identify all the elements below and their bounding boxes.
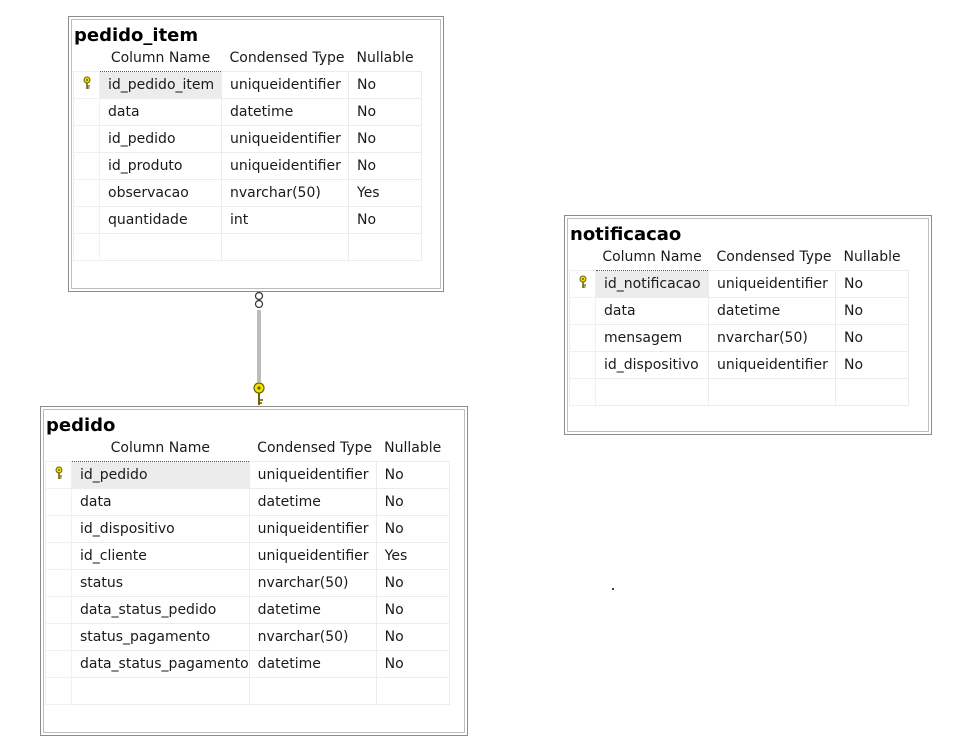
table-title: pedido_item bbox=[74, 25, 199, 46]
nullable-cell[interactable]: No bbox=[349, 153, 422, 180]
condensed-type-header: Condensed Type bbox=[716, 249, 832, 265]
row-selector[interactable] bbox=[570, 325, 596, 352]
row-selector-header bbox=[570, 244, 596, 271]
condensed-type-cell[interactable]: nvarchar(50) bbox=[709, 325, 836, 352]
nullable-cell[interactable] bbox=[376, 678, 449, 705]
condensed-type-cell[interactable]: int bbox=[222, 207, 349, 234]
condensed-type-cell[interactable]: uniqueidentifier bbox=[249, 516, 376, 543]
row-selector[interactable] bbox=[46, 489, 72, 516]
condensed-type-header: Condensed Type bbox=[229, 50, 345, 66]
row-selector[interactable] bbox=[570, 298, 596, 325]
table-row[interactable] bbox=[570, 271, 909, 298]
table-row[interactable] bbox=[46, 543, 450, 570]
column-grid bbox=[73, 45, 422, 261]
table-title: pedido bbox=[46, 415, 116, 436]
row-selector[interactable] bbox=[46, 651, 72, 678]
column-name-header: Column Name bbox=[602, 249, 702, 265]
condensed-type-cell[interactable]: nvarchar(50) bbox=[249, 624, 376, 651]
many-infinity-icon bbox=[256, 293, 263, 308]
nullable-header: Nullable bbox=[356, 50, 414, 66]
column-name-header: Column Name bbox=[110, 50, 211, 66]
primary-key-icon bbox=[81, 76, 93, 94]
condensed-type-cell[interactable]: uniqueidentifier bbox=[709, 352, 836, 379]
condensed-type-cell[interactable]: datetime bbox=[222, 99, 349, 126]
condensed-type-cell[interactable]: nvarchar(50) bbox=[222, 180, 349, 207]
table-pedido[interactable] bbox=[40, 406, 468, 736]
row-selector[interactable] bbox=[46, 624, 72, 651]
nullable-cell[interactable]: No bbox=[376, 462, 449, 489]
row-selector[interactable] bbox=[74, 99, 100, 126]
column-name-cell[interactable] bbox=[596, 379, 709, 406]
column-name-cell[interactable]: id_dispositivo bbox=[596, 352, 709, 379]
nullable-cell[interactable] bbox=[836, 379, 909, 406]
row-selector[interactable] bbox=[74, 180, 100, 207]
row-selector[interactable] bbox=[46, 597, 72, 624]
relationship-line[interactable] bbox=[248, 290, 272, 406]
key-icon bbox=[254, 383, 264, 405]
row-selector[interactable] bbox=[570, 379, 596, 406]
condensed-type-cell[interactable]: uniqueidentifier bbox=[249, 543, 376, 570]
column-grid bbox=[45, 435, 450, 705]
table-row[interactable] bbox=[46, 624, 450, 651]
nullable-cell[interactable]: Yes bbox=[349, 180, 422, 207]
condensed-type-cell[interactable]: datetime bbox=[709, 298, 836, 325]
table-row[interactable] bbox=[46, 597, 450, 624]
condensed-type-header: Condensed Type bbox=[257, 440, 373, 456]
nullable-cell[interactable]: Yes bbox=[376, 543, 449, 570]
nullable-cell[interactable]: No bbox=[376, 570, 449, 597]
canvas-dot bbox=[612, 588, 614, 590]
primary-key-icon bbox=[577, 275, 589, 293]
condensed-type-cell[interactable]: uniqueidentifier bbox=[222, 153, 349, 180]
column-name-cell[interactable]: id_produto bbox=[100, 153, 222, 180]
grid-header-row bbox=[570, 244, 909, 271]
table-row[interactable] bbox=[46, 570, 450, 597]
condensed-type-cell[interactable]: datetime bbox=[249, 597, 376, 624]
column-name-cell[interactable]: data bbox=[72, 489, 250, 516]
column-name-cell[interactable]: status bbox=[72, 570, 250, 597]
column-name-cell[interactable]: observacao bbox=[100, 180, 222, 207]
row-selector[interactable] bbox=[570, 271, 596, 298]
row-selector-header bbox=[74, 45, 100, 72]
nullable-cell[interactable]: No bbox=[376, 489, 449, 516]
column-name-cell[interactable]: id_pedido bbox=[72, 462, 250, 489]
empty-row[interactable] bbox=[570, 379, 909, 406]
row-selector[interactable] bbox=[74, 207, 100, 234]
row-selector[interactable] bbox=[46, 570, 72, 597]
condensed-type-cell[interactable]: uniqueidentifier bbox=[249, 462, 376, 489]
condensed-type-cell[interactable] bbox=[249, 678, 376, 705]
column-name-header: Column Name bbox=[110, 440, 211, 456]
row-selector[interactable] bbox=[570, 352, 596, 379]
column-name-cell[interactable]: data bbox=[596, 298, 709, 325]
table-row[interactable] bbox=[74, 180, 422, 207]
row-selector[interactable] bbox=[46, 462, 72, 489]
table-row[interactable] bbox=[74, 153, 422, 180]
column-name-cell[interactable]: quantidade bbox=[100, 207, 222, 234]
column-name-cell[interactable]: id_cliente bbox=[72, 543, 250, 570]
nullable-cell[interactable]: No bbox=[376, 651, 449, 678]
nullable-cell[interactable]: No bbox=[376, 597, 449, 624]
nullable-cell[interactable]: No bbox=[376, 516, 449, 543]
condensed-type-cell[interactable] bbox=[222, 234, 349, 261]
table-row[interactable] bbox=[570, 352, 909, 379]
table-row[interactable] bbox=[74, 126, 422, 153]
table-notificacao[interactable] bbox=[564, 215, 932, 435]
column-name-cell[interactable]: data bbox=[100, 99, 222, 126]
table-row[interactable] bbox=[46, 516, 450, 543]
table-row[interactable] bbox=[570, 298, 909, 325]
column-name-cell[interactable] bbox=[72, 678, 250, 705]
row-selector-header bbox=[46, 435, 72, 462]
column-name-cell[interactable]: id_pedido_item bbox=[100, 72, 222, 99]
condensed-type-cell[interactable]: uniqueidentifier bbox=[222, 72, 349, 99]
column-name-cell[interactable]: data_status_pedido bbox=[72, 597, 250, 624]
table-row[interactable] bbox=[46, 489, 450, 516]
column-name-cell[interactable] bbox=[100, 234, 222, 261]
row-selector[interactable] bbox=[46, 543, 72, 570]
row-selector[interactable] bbox=[46, 678, 72, 705]
table-row[interactable] bbox=[570, 325, 909, 352]
row-selector[interactable] bbox=[74, 153, 100, 180]
empty-row[interactable] bbox=[46, 678, 450, 705]
row-selector[interactable] bbox=[74, 126, 100, 153]
row-selector[interactable] bbox=[74, 72, 100, 99]
column-name-cell[interactable]: data_status_pagamento bbox=[72, 651, 250, 678]
table-pedido-item[interactable] bbox=[68, 16, 444, 292]
primary-key-icon bbox=[53, 466, 65, 484]
nullable-cell[interactable]: No bbox=[836, 298, 909, 325]
condensed-type-cell[interactable] bbox=[709, 379, 836, 406]
condensed-type-cell[interactable]: uniqueidentifier bbox=[709, 271, 836, 298]
nullable-header: Nullable bbox=[843, 249, 901, 265]
row-selector[interactable] bbox=[74, 234, 100, 261]
nullable-cell[interactable]: No bbox=[349, 207, 422, 234]
empty-row[interactable] bbox=[74, 234, 422, 261]
nullable-cell[interactable]: No bbox=[836, 271, 909, 298]
grid-header-row bbox=[46, 435, 450, 462]
condensed-type-cell[interactable]: uniqueidentifier bbox=[222, 126, 349, 153]
table-row[interactable] bbox=[46, 462, 450, 489]
table-row[interactable] bbox=[74, 99, 422, 126]
grid-header-row bbox=[74, 45, 422, 72]
table-row[interactable] bbox=[74, 207, 422, 234]
column-name-cell[interactable]: mensagem bbox=[596, 325, 709, 352]
nullable-cell[interactable]: No bbox=[349, 126, 422, 153]
condensed-type-cell[interactable]: nvarchar(50) bbox=[249, 570, 376, 597]
row-selector[interactable] bbox=[46, 516, 72, 543]
condensed-type-cell[interactable]: datetime bbox=[249, 651, 376, 678]
nullable-cell[interactable] bbox=[349, 234, 422, 261]
nullable-cell[interactable]: No bbox=[836, 325, 909, 352]
nullable-cell[interactable]: No bbox=[376, 624, 449, 651]
table-row[interactable] bbox=[74, 72, 422, 99]
table-title: notificacao bbox=[570, 224, 682, 245]
nullable-cell[interactable]: No bbox=[349, 99, 422, 126]
column-name-cell[interactable]: status_pagamento bbox=[72, 624, 250, 651]
column-grid bbox=[569, 244, 909, 406]
nullable-header: Nullable bbox=[384, 440, 442, 456]
column-name-cell[interactable]: id_notificacao bbox=[596, 271, 709, 298]
column-name-cell[interactable]: id_pedido bbox=[100, 126, 222, 153]
table-row[interactable] bbox=[46, 651, 450, 678]
column-name-cell[interactable]: id_dispositivo bbox=[72, 516, 250, 543]
nullable-cell[interactable]: No bbox=[349, 72, 422, 99]
nullable-cell[interactable]: No bbox=[836, 352, 909, 379]
condensed-type-cell[interactable]: datetime bbox=[249, 489, 376, 516]
